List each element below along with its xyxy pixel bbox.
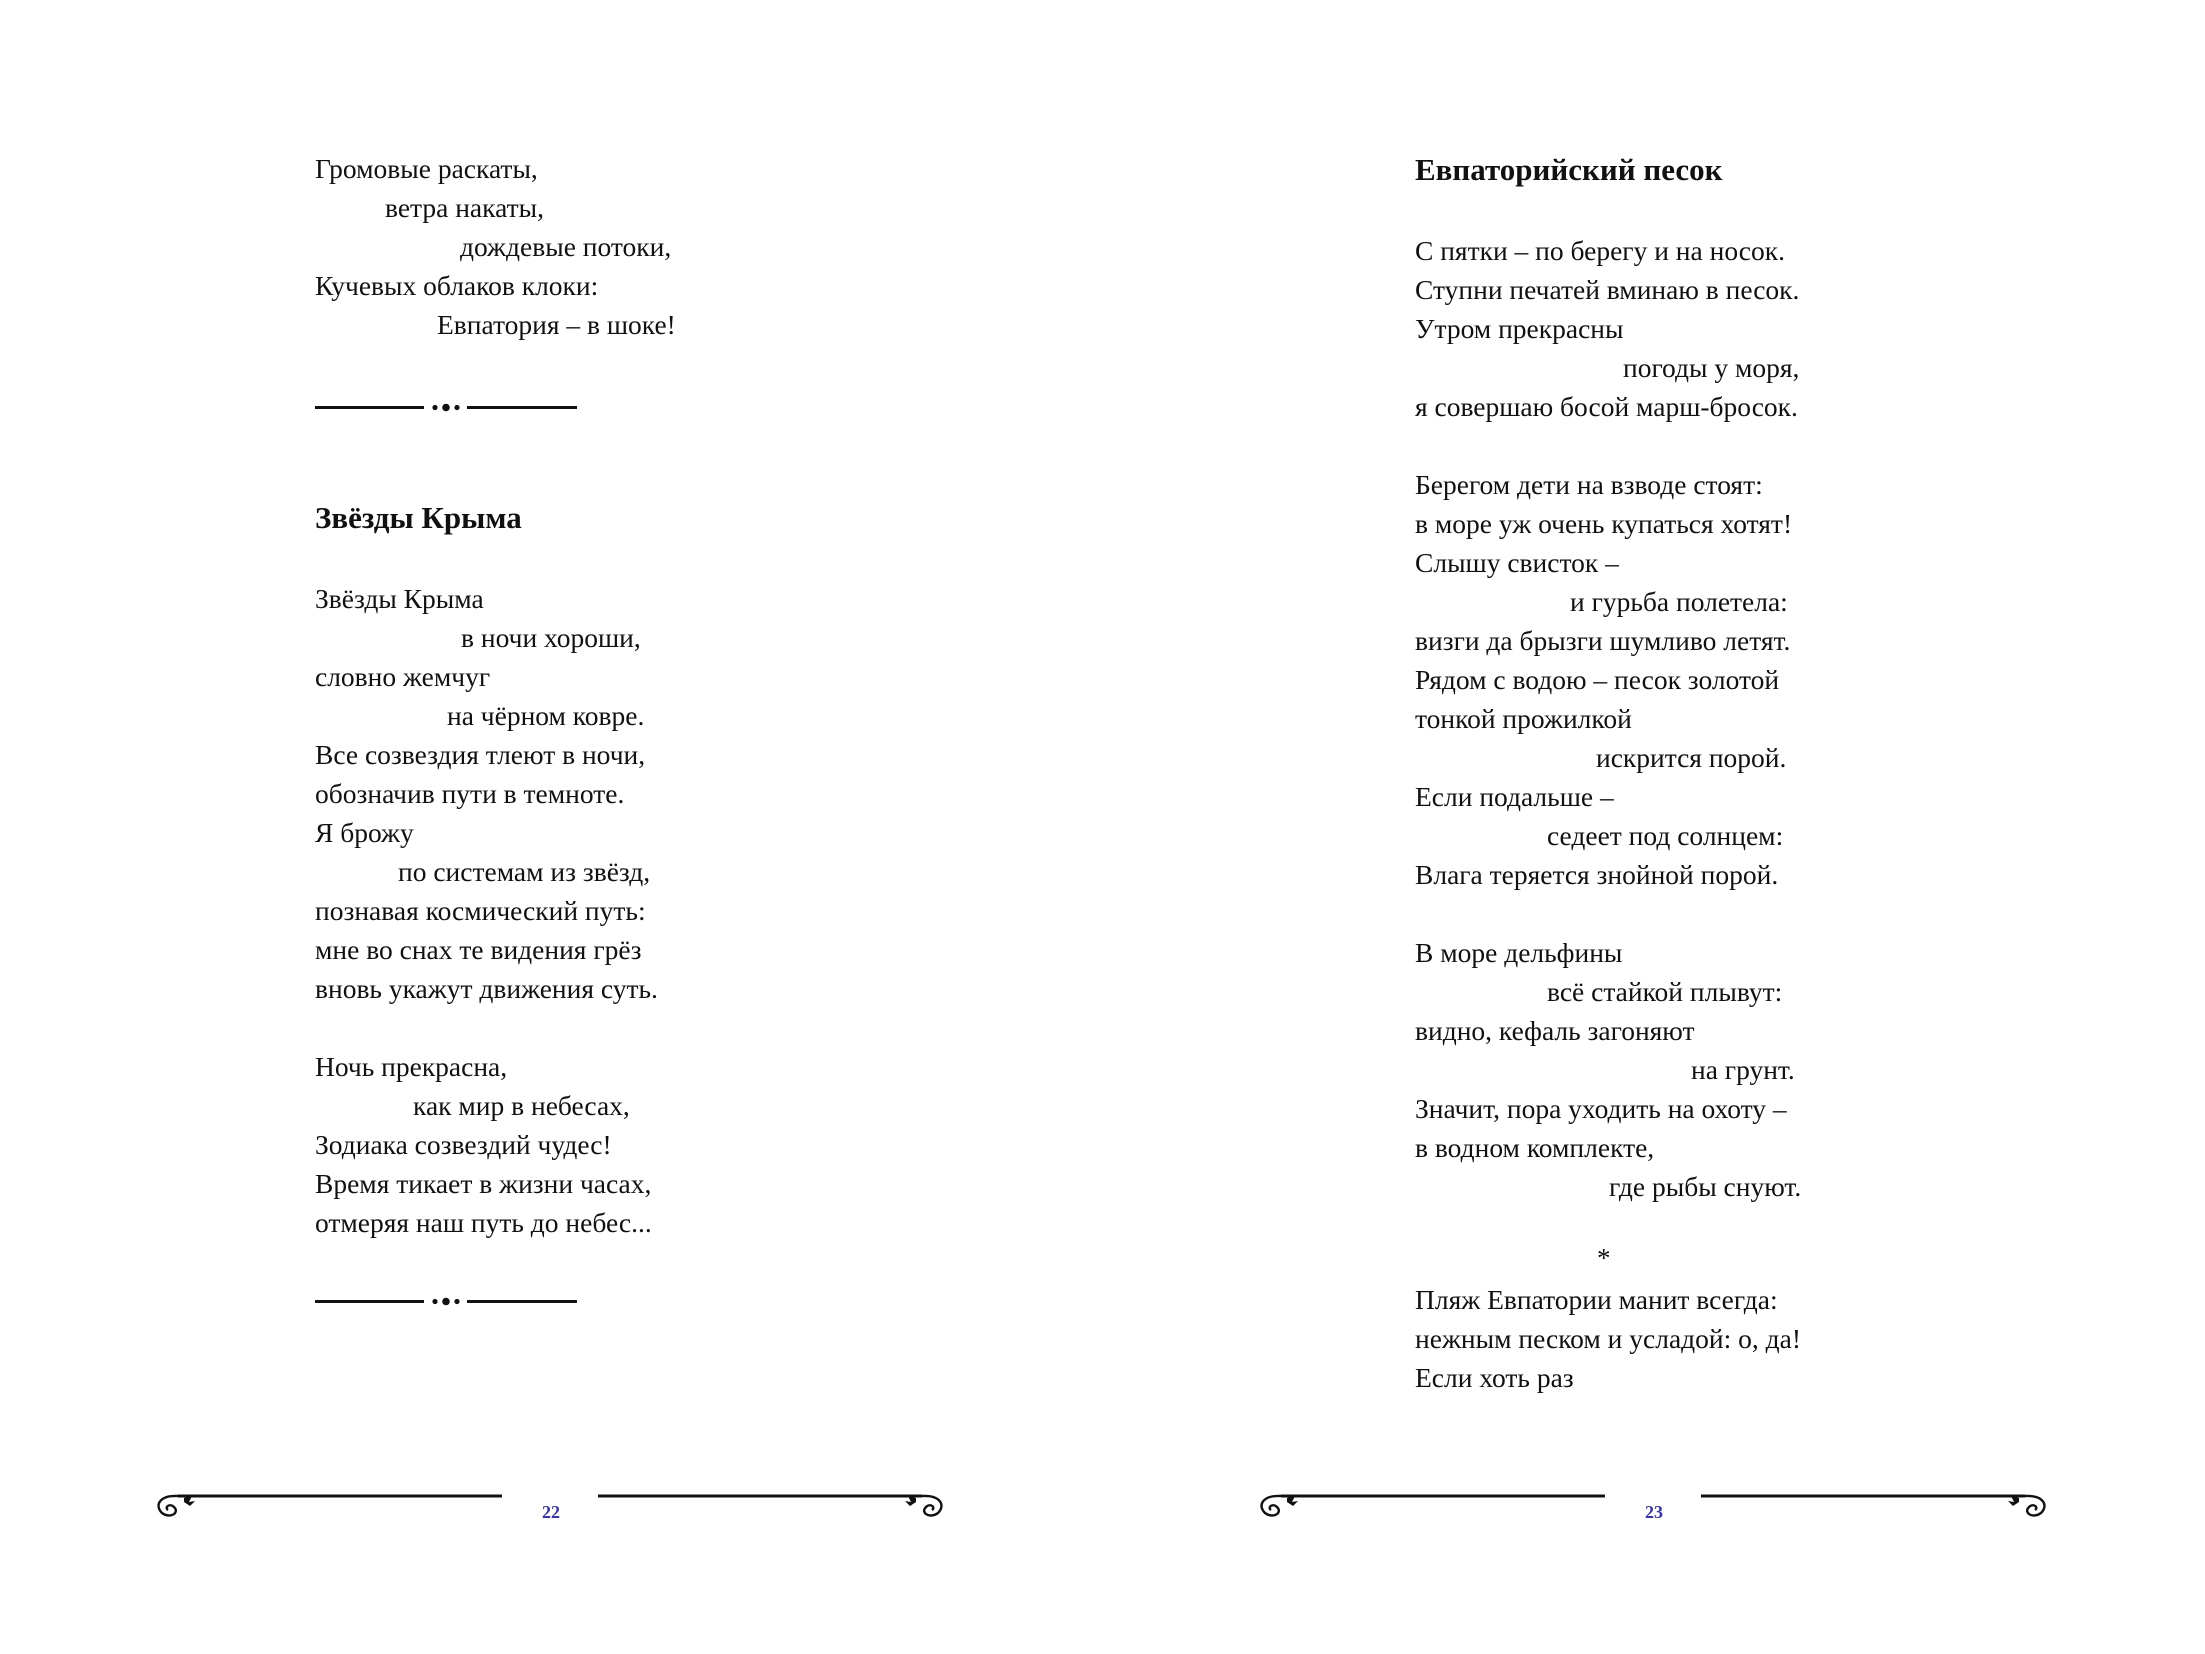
- poem-line: видно, кефаль загоняют: [1415, 1015, 1695, 1046]
- page-number: 22: [542, 1502, 560, 1522]
- poem-line: Звёзды Крыма: [315, 583, 484, 614]
- poem-line: С пятки – по берегу и на носок.: [1415, 235, 1785, 266]
- poem-line: Берегом дети на взводе стоят:: [1415, 469, 1763, 500]
- poem-line: Время тикает в жизни часах,: [315, 1168, 652, 1199]
- stanza-separator: *: [1597, 1243, 1611, 1273]
- divider-line: [467, 1300, 577, 1303]
- poem-line: Евпатория – в шоке!: [437, 309, 676, 340]
- poem-line: как мир в небесах,: [413, 1090, 630, 1121]
- poem-line: нежным песком и усладой: о, да!: [1415, 1323, 1801, 1354]
- poem-line: Ступни печатей вминаю в песок.: [1415, 274, 1800, 305]
- divider-line: [315, 406, 424, 409]
- poem-line: обозначив пути в темноте.: [315, 778, 625, 809]
- poem-line: и гурьба полетела:: [1570, 586, 1788, 617]
- poem-line: словно жемчуг: [315, 661, 491, 692]
- poem-line: Слышу свисток –: [1415, 547, 1619, 578]
- poem-line: вновь укажут движения суть.: [315, 973, 658, 1004]
- left-page: [0, 0, 1102, 1654]
- poem-line: в водном комплекте,: [1415, 1132, 1655, 1163]
- poem-line: я совершаю босой марш-бросок.: [1415, 391, 1798, 422]
- poem-line: седеет под солнцем:: [1547, 820, 1784, 851]
- poem-line: визги да брызги шумливо летят.: [1415, 625, 1791, 656]
- divider-line: [467, 406, 577, 409]
- poem-line: всё стайкой плывут:: [1547, 976, 1783, 1007]
- right-page: [1103, 0, 2205, 1654]
- poem-line: Кучевых облаков клоки:: [315, 270, 599, 301]
- poem-line: погоды у моря,: [1623, 352, 1800, 383]
- divider-dots-icon: [431, 400, 461, 414]
- page-number: 23: [1645, 1502, 1663, 1522]
- poem-line: Зодиака созвездий чудес!: [315, 1129, 612, 1160]
- poem-line: Утром прекрасны: [1415, 313, 1624, 344]
- poem-line: где рыбы снуют.: [1609, 1171, 1802, 1202]
- poem-line: Все созвездия тлеют в ночи,: [315, 739, 646, 770]
- poem-line: Пляж Евпатории манит всегда:: [1415, 1284, 1778, 1315]
- poem-line: Влага теряется знойной порой.: [1415, 859, 1779, 890]
- poem-line: на чёрном ковре.: [447, 700, 645, 731]
- poem-line: ветра накаты,: [385, 192, 544, 223]
- poem-line: Громовые раскаты,: [315, 153, 538, 184]
- divider-dots-icon: [431, 1294, 461, 1308]
- poem-line: дождевые потоки,: [460, 231, 672, 262]
- poem-line: Рядом с водою – песок золотой: [1415, 664, 1780, 695]
- poem-line: Я брожу: [315, 817, 414, 848]
- section-divider: [315, 1294, 577, 1308]
- poem-line: Значит, пора уходить на охоту –: [1415, 1093, 1787, 1124]
- poem-line: Ночь прекрасна,: [315, 1051, 508, 1082]
- poem-title: Звёзды Крыма: [315, 500, 522, 535]
- poem-line: тонкой прожилкой: [1415, 703, 1632, 734]
- poem-line: по системам из звёзд,: [398, 856, 651, 887]
- poem-line: Если подальше –: [1415, 781, 1614, 812]
- poem-line: мне во снах те видения грёз: [315, 934, 642, 965]
- poem-line: познавая космический путь:: [315, 895, 646, 926]
- poem-line: отмеряя наш путь до небес...: [315, 1207, 652, 1238]
- section-divider: [315, 400, 577, 414]
- poem-line: искрится порой.: [1596, 742, 1787, 773]
- divider-line: [315, 1300, 424, 1303]
- poem-line: на грунт.: [1691, 1054, 1795, 1085]
- poem-line: Если хоть раз: [1415, 1362, 1574, 1393]
- poem-title: Евпаторийский песок: [1415, 152, 1723, 187]
- poem-line: В море дельфины: [1415, 937, 1623, 968]
- poem-line: в море уж очень купаться хотят!: [1415, 508, 1793, 539]
- poem-line: в ночи хороши,: [461, 622, 641, 653]
